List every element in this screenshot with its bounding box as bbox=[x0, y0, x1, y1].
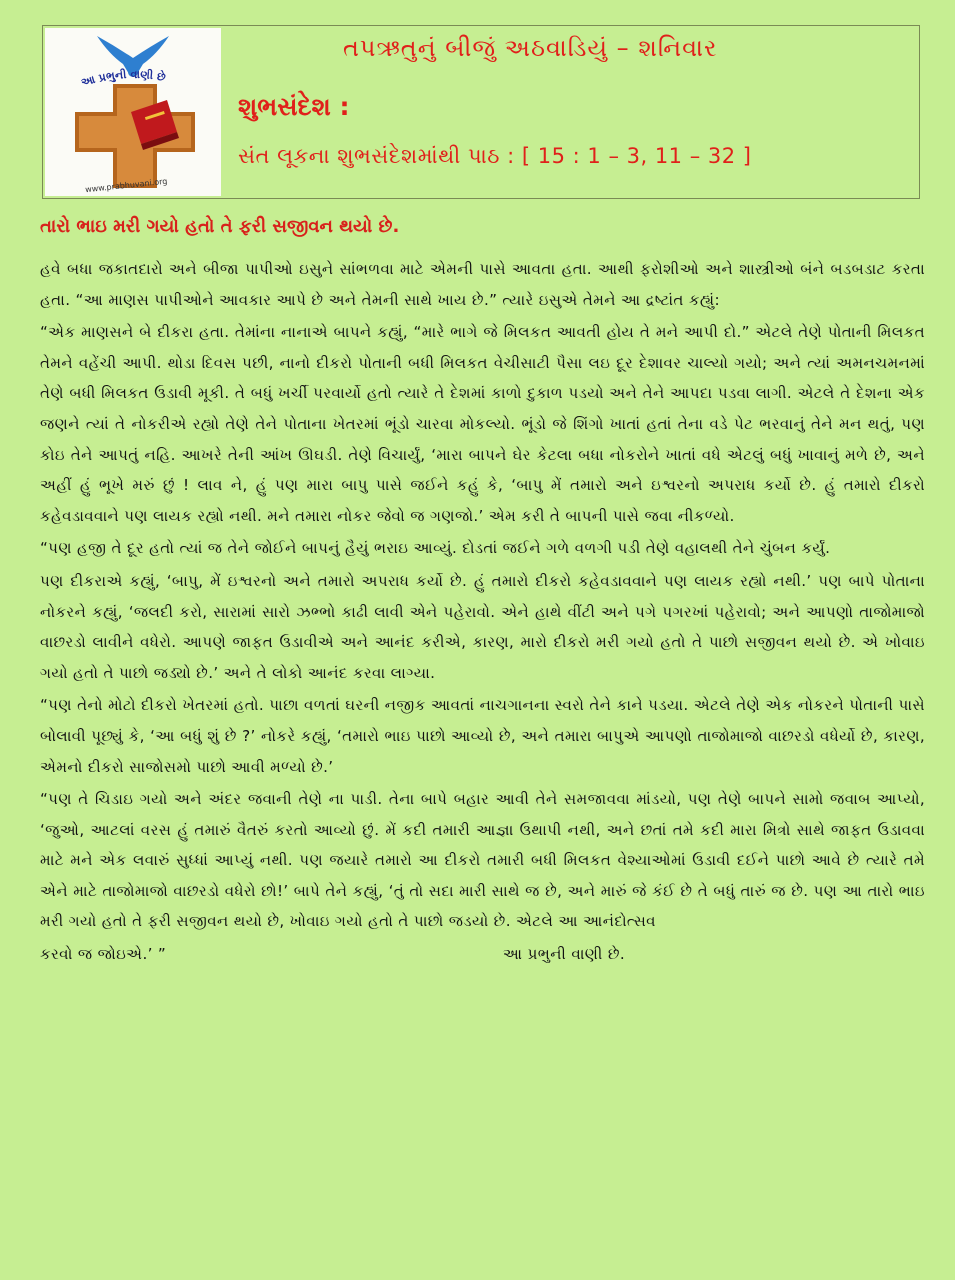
reading-reference: સંત લૂકના શુભસંદેશમાંથી પાઠ : [ 15 : 1 – 3, 11 – 32 ] bbox=[238, 144, 752, 168]
page-title: તપઋતુનું બીજું અઠવાડિયું – શનિવાર bbox=[343, 34, 718, 62]
gospel-label: શુભસંદેશ : bbox=[238, 92, 350, 121]
paragraph-5: “પણ તેનો મોટો દીકરો ખેતરમાં હતો. પાછા વળતાં ઘરની નજીક આવતાં નાચગાનના સ્વરો તેને કાને પડયા. એટલે તેણે એક નોકરને પોતાની પાસે બોલાવી પૂછ્યું કે, ‘આ બધું શું છે ?’ નોકરે કહ્યું, ‘તમારો ભાઇ પાછો આવ્યો છે, અને તમારા બાપુએ આપણો તાજોમાજો વાછરડો વધેર્યો છે, કારણ, એમનો દીકરો સાજોસમો પાછો આવી મળ્યો છે.’ bbox=[40, 696, 925, 776]
paragraph-3: “પણ હજી તે દૂર હતો ત્યાં જ તેને જોઈને બાપનું હૈયું ભરાઇ આવ્યું. દોડતાં જઈને ગળે વળગી પડી તેણે વહાલથી તેને ચુંબન કર્યું. bbox=[40, 539, 831, 558]
gospel-text bbox=[40, 254, 925, 972]
closing-line bbox=[40, 939, 925, 970]
paragraph-4: પણ દીકરાએ કહ્યું, ‘બાપુ, મેં ઇશ્વરનો અને તમારો અપરાધ કર્યો છે. હું તમારો દીકરો કહેવડાવવાને પણ લાયક રહ્યો નથી.’ પણ બાપે પોતાના નોકરને કહ્યું, ‘જલદી કરો, સારામાં સારો ઝભ્ભો કાઢી લાવી એને પહેરાવો. એને હાથે વીંટી અને પગે પગરખાં પહેરાવો; અને આપણો તાજોમાજો વાછરડો લાવીને વધેરો. આપણે જાફત ઉડાવીએ અને આનંદ કરીએ, કારણ, મારો દીકરો મરી ગયો હતો તે પાછો સજીવન થયો છે. એ ખોવાઇ ગયો હતો તે પાછો જડ્યો છે.’ અને તે લોકો આનંદ કરવા લાગ્યા. bbox=[40, 571, 925, 682]
paragraph-2: “એક માણસને બે દીકરા હતા. તેમાંના નાનાએ બાપને કહ્યું, “મારે ભાગે જે મિલકત આવતી હોય તે મને આપી દો.” એટલે તેણે પોતાની મિલકત તેમને વહેંચી આપી. થોડા દિવસ પછી, નાનો દીકરો પોતાની બધી મિલકત વેચીસાટી પૈસા લઇ દૂર દેશાવર ચાલ્યો ગયો; અને ત્યાં અમનચમનમાં તેણે બધી મિલકત ઉડાવી મૂકી. તે બધું ખર્ચી પરવાર્યો હતો ત્યારે તે દેશમાં કાળો દુકાળ પડયો અને તેને આપદા પડવા લાગી. એટલે તે દેશના એક જણને ત્યાં તે નોકરીએ રહ્યો તેણે તેને પોતાના ખેતરમાં ભૂંડો ચારવા મોકલ્યો. ભૂંડો જે શિંગો ખાતાં હતાં તેના વડે પેટ ભરવાનું તેને મન થતું, પણ કોઇ તેને આપતું નહિ. આખરે તેની આંખ ઊઘડી. તેણે વિચાર્યું, ‘મારા બાપને ઘેર કેટલા બધા નોકરોને ખાતાં વધે એટલું બધું ખાવાનું મળે છે, અને અહીં હું ભૂખે મરું છું ! લાવ ને, હું પણ મારા બાપુ પાસે જઈને કહું કે, ‘બાપુ મેં તમારો અને ઇશ્વરનો અપરાધ કર્યો છે. હું તમારો દીકરો કહેવડાવવાને પણ લાયક રહ્યો નથી. મને તમારા નોકર જેવો જ ગણજો.’ એમ કરી તે બાપની પાસે જવા નીકળ્યો. bbox=[40, 323, 925, 525]
closing-acclamation: આ પ્રભુની વાણી છે. bbox=[502, 945, 625, 964]
logo-url: www.prabhuvani.org bbox=[84, 176, 168, 195]
header-box bbox=[42, 25, 920, 199]
paragraph-1: હવે બધા જકાતદારો અને બીજા પાપીઓ ઇસુને સાંભળવા માટે એમની પાસે આવતા હતા. આથી ફરોશીઓ અને શાસ્ત્રીઓ બંને બડબડાટ કરતા હતા. “આ માણસ પાપીઓને આવકાર આપે છે અને તેમની સાથે ખાય છે.” ત્યારે ઇસુએ તેમને આ દ્રષ્ટાંત કહ્યું: bbox=[40, 260, 925, 309]
prabhuvani-logo bbox=[45, 28, 221, 196]
closing-quote: કરવો જ જોઇએ.’ ” bbox=[40, 945, 167, 964]
reading-subtitle: તારો ભાઇ મરી ગયો હતો તે ફરી સજીવન થયો છે. bbox=[40, 216, 400, 237]
logo-graphic bbox=[45, 28, 221, 196]
paragraph-6: “પણ તે ચિડાઇ ગયો અને અંદર જવાની તેણે ના પાડી. તેના બાપે બહાર આવી તેને સમજાવવા માંડયો, પણ તેણે બાપને સામો જવાબ આપ્યો, ‘જુઓ, આટલાં વરસ હું તમારું વૈતરું કરતો આવ્યો છું. મેં કદી તમારી આજ્ઞા ઉથાપી નથી, અને છતાં તમે કદી મારા મિત્રો સાથે જાફત ઉડાવવા માટે મને એક લવારું સુધ્ધાં આપ્યું નથી. પણ જયારે તમારો આ દીકરો તમારી બધી મિલકત વેશ્યાઓમાં ઉડાવી દઈને પાછો આવે છે ત્યારે તમે એને માટે તાજોમાજો વાછરડો વધેરો છો!’ બાપે તેને કહ્યું, ‘તું તો સદા મારી સાથે જ છે, અને મારું જે કંઈ છે તે બધું તારું જ છે. પણ આ તારો ભાઇ મરી ગયો હતો તે ફરી સજીવન થયો છે, ખોવાઇ ગયો હતો તે પાછો જડયો છે. એટલે આ આનંદોત્સવ bbox=[40, 790, 925, 931]
logo-caption: આ પ્રભુની વાણી છે bbox=[79, 67, 167, 90]
